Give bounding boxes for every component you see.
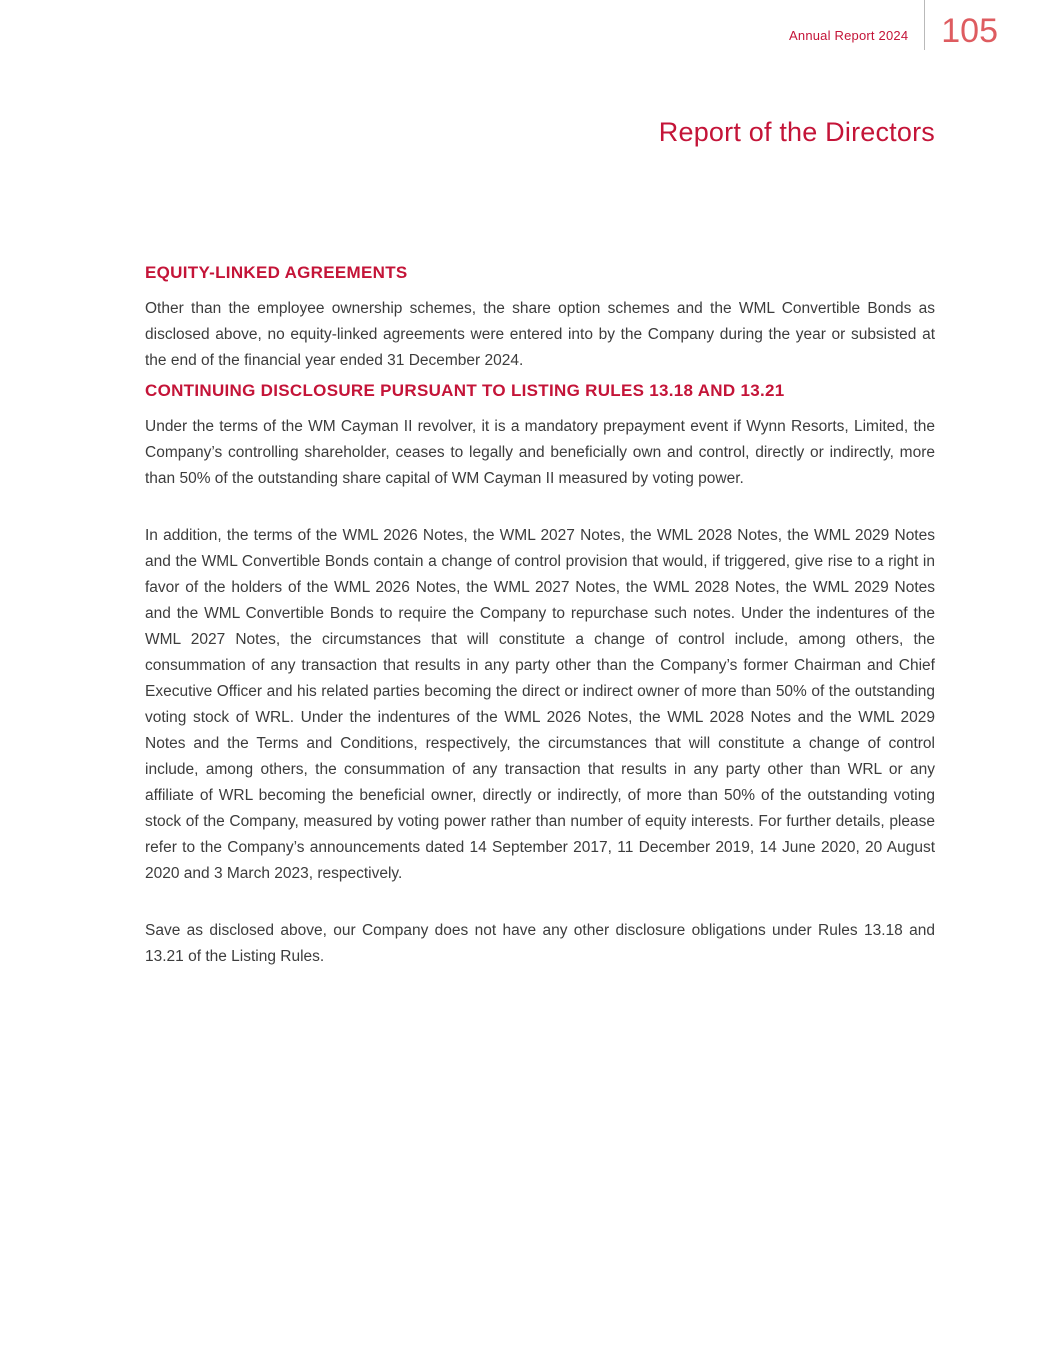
document-title: Report of the Directors xyxy=(658,117,935,147)
document-body xyxy=(145,263,935,971)
paragraph-change-of-control: In addition, the terms of the WML 2026 Notes, the WML 2027 Notes, the WML 2028 Notes, the WML 2029 Notes and the WML Convertible Bonds contain a change of control provision that would, if triggered, give rise to a right in favor of the holders of the WML 2026 Notes, the WML 2027 Notes, the WML 2028 Notes, the WML 2029 Notes and the WML Convertible Bonds to require the Company to repurchase such notes. Under the indentures of the WML 2027 Notes, the circumstances that will constitute a change of control include, among others, the consummation of any transaction that results in any party other than the Company’s former Chairman and Chief Executive Officer and his related parties becoming the direct or indirect owner of more than 50% of the outstanding voting stock of WRL. Under the indentures of the WML 2026 Notes, the WML 2028 Notes and the WML 2029 Notes and the Terms and Conditions, respectively, the circumstances that will constitute a change of control include, among others, the consummation of any transaction that results in any party other than WRL or any affiliate of WRL becoming the beneficial owner, directly or indirectly, of more than 50% of the outstanding voting stock of the Company, measured by voting power rather than number of equity interests. For further details, please refer to the Company’s announcements dated 14 September 2017, 11 December 2019, 14 June 2020, 20 August 2020 and 3 March 2023, respectively. xyxy=(145,527,935,883)
page-header xyxy=(789,0,998,50)
header-divider xyxy=(924,0,925,50)
section-equity-linked-agreements xyxy=(145,263,935,374)
paragraph-wm-cayman-revolver: Under the terms of the WM Cayman II revolver, it is a mandatory prepayment event if Wynn Resorts, Limited, the Company’s controlling shareholder, ceases to legally and beneficially own and control, directly or indirectly, more than 50% of the outstanding share capital of WM Cayman II measured by voting power. xyxy=(145,418,935,488)
section-continuing-disclosure xyxy=(145,381,935,970)
paragraph-equity-linked: Other than the employee ownership schemes, the share option schemes and the WML Convertible Bonds as disclosed above, no equity-linked agreements were entered into by the Company during the year or subsisted at the end of the financial year ended 31 December 2024. xyxy=(145,300,935,370)
section-heading-continuing-disclosure: CONTINUING DISCLOSURE PURSUANT TO LISTING RULES 13.18 AND 13.21 xyxy=(145,381,785,401)
paragraph-save-as-disclosed: Save as disclosed above, our Company does not have any other disclosure obligations under Rules 13.18 and 13.21 of the Listing Rules. xyxy=(145,922,935,966)
section-heading-equity-linked: EQUITY-LINKED AGREEMENTS xyxy=(145,262,408,282)
page-number: 105 xyxy=(941,12,998,50)
header-report-label: Annual Report 2024 xyxy=(789,28,909,43)
